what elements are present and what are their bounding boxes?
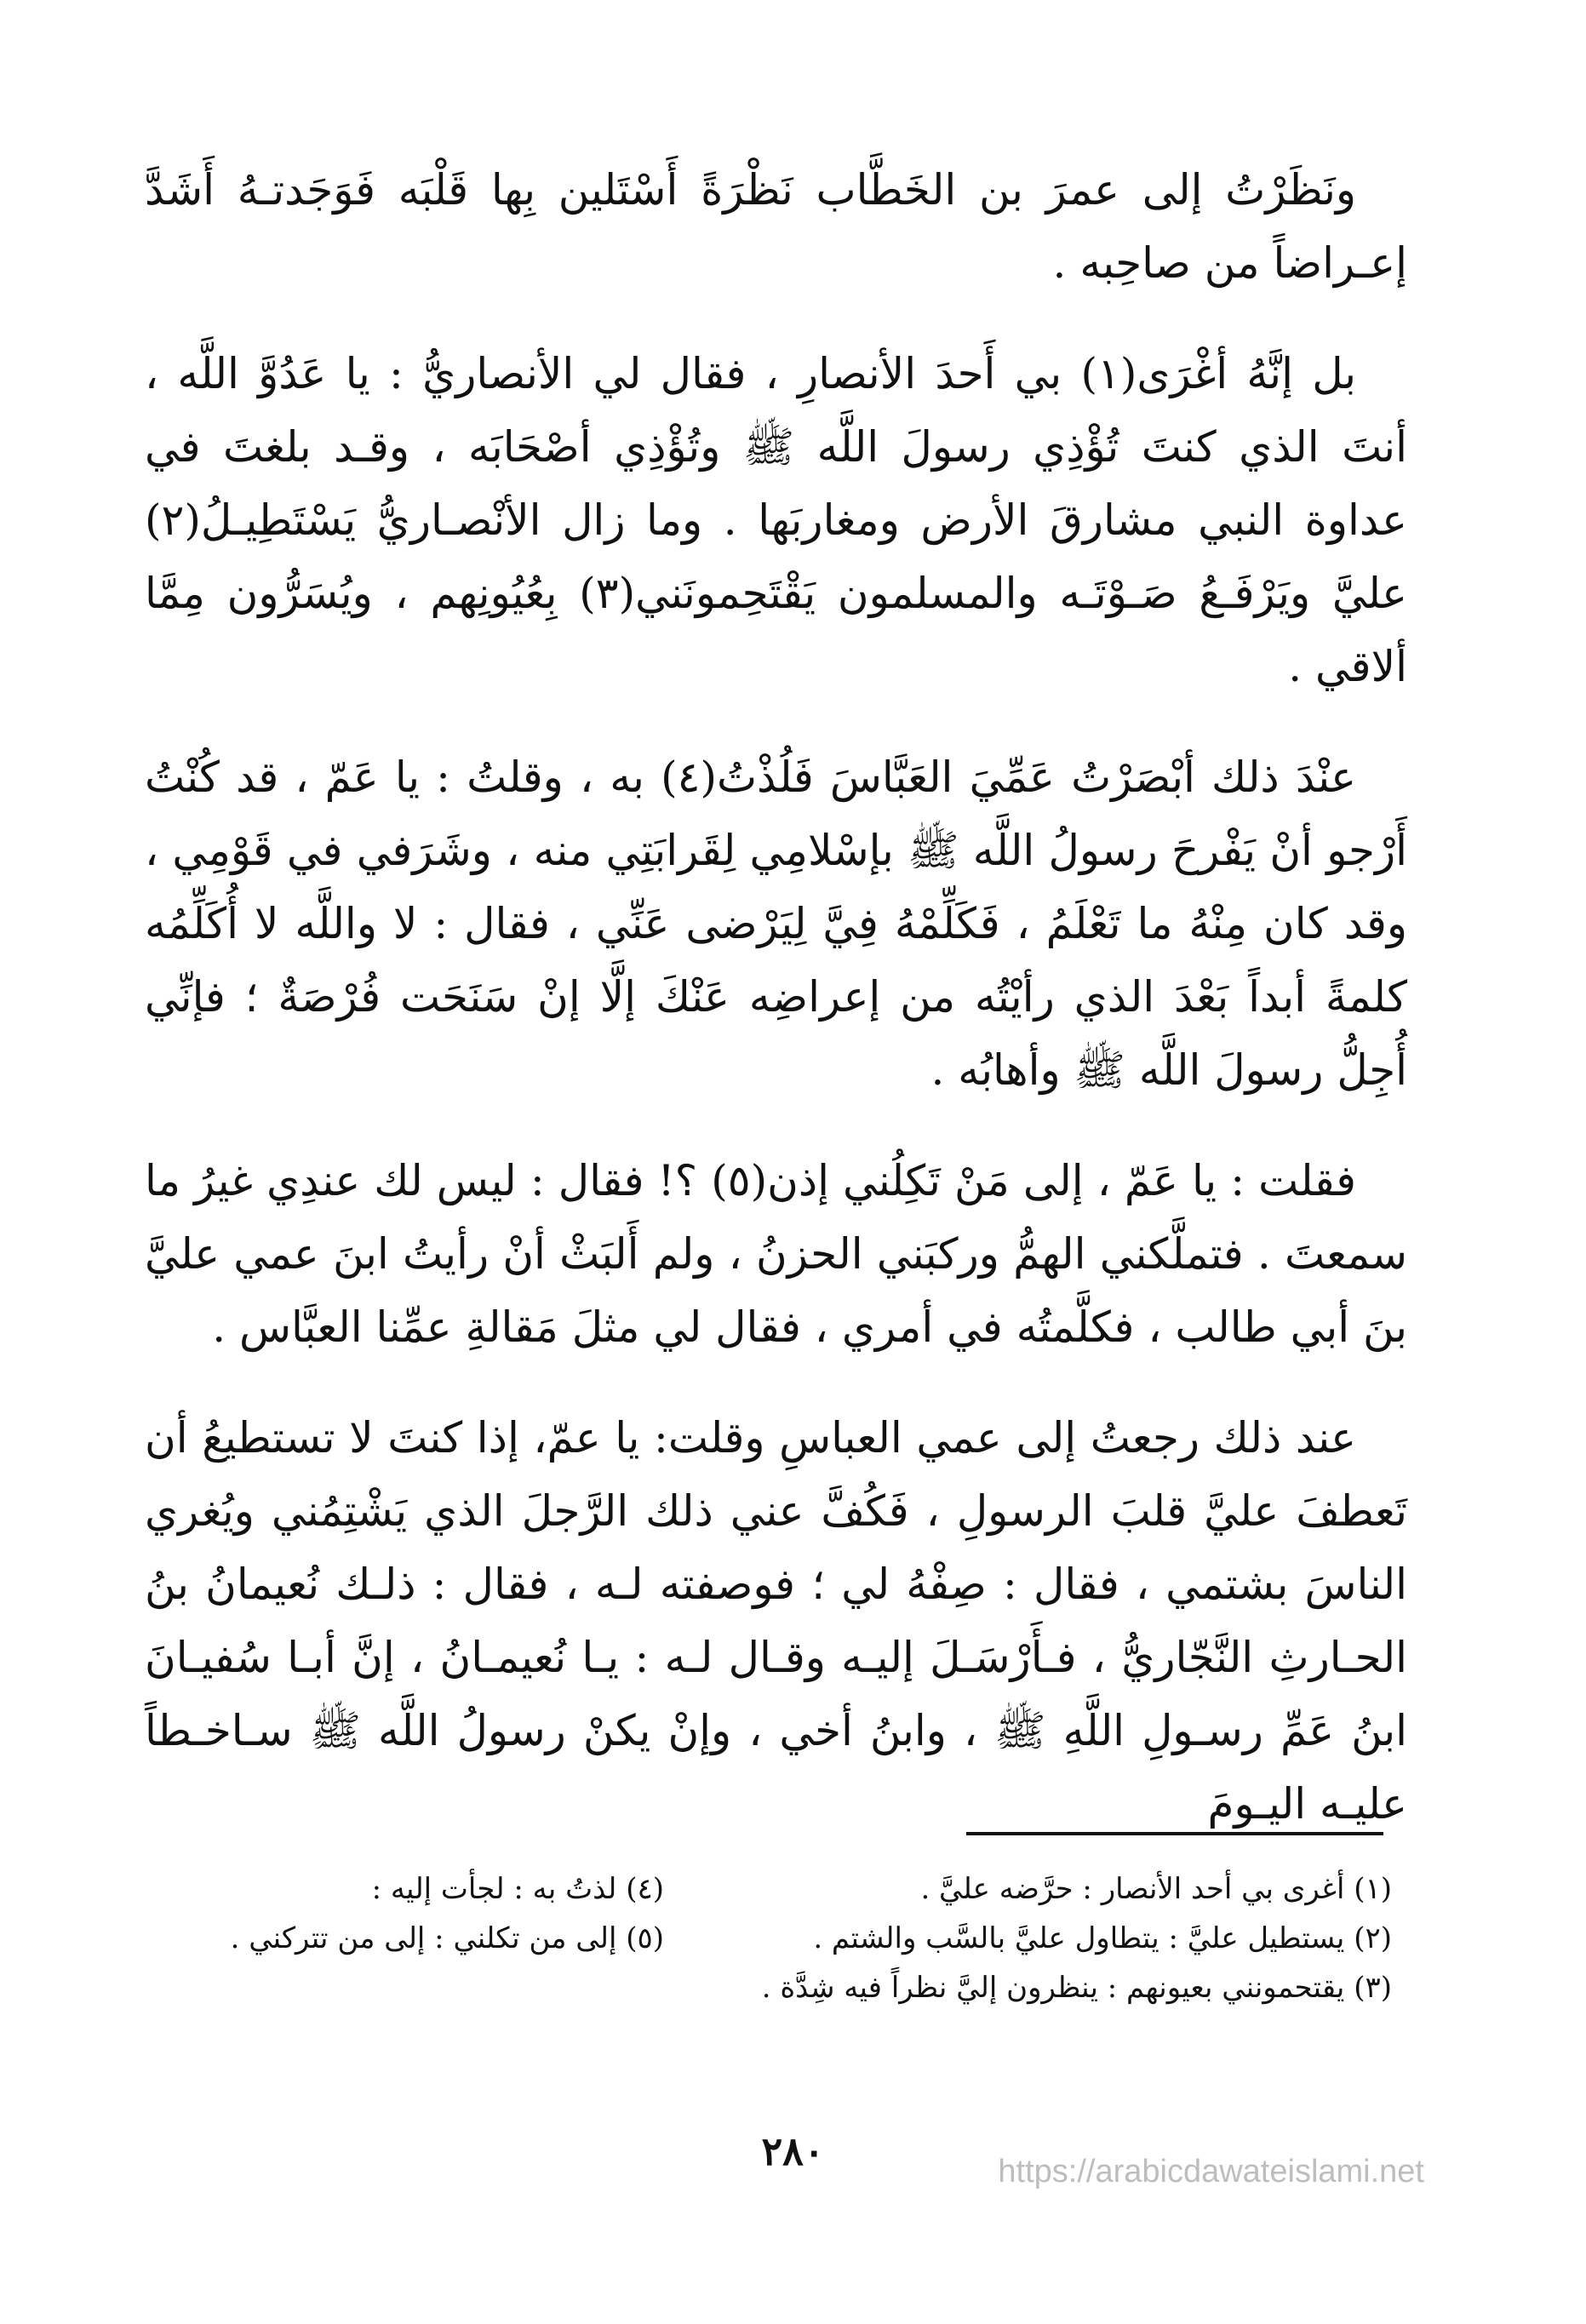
footnote-3: (٣) يقتحمونني بعيونهم : ينظرون إليَّ نظراً فيه شِدَّة . — [761, 1971, 1392, 2005]
footnotes — [179, 1864, 1392, 2012]
footnote-1: (١) أغرى بي أحد الأنصار : حرَّضه عليَّ . — [920, 1872, 1392, 1906]
footnote-5: (٥) إلى من تكلني : إلى من تتركني . — [230, 1921, 664, 1955]
paragraph-3: عنْدَ ذلك أبْصَرْتُ عَمِّيَ العَبَّاسَ فَلُذْتُ(٤) به ، وقلتُ : يا عَمّ ، قد كُنْتُ أَرْجو أنْ يَفْرحَ رسولُ اللَّه ﷺ بإسْلامِي لِقَرابَتِي منه ، وشَرَفي في قَوْمِي ، وقد كان مِنْهُ ما تَعْلَمُ ، فَكَلِّمْهُ فِيَّ لِيَرْضى عَنِّي ، فقال : لا واللَّه لا أُكَلِّمُه كلمةً أبداً بَعْدَ الذي رأيْتُه من إعراضِه عَنْكَ إلَّا إنْ سَنَحَت فُرْصَةٌ ؛ فإنِّي أُجِلُّ رسولَ اللَّه ﷺ وأهابُه . — [145, 753, 1407, 1095]
footnotes-right-column — [713, 1864, 1392, 2012]
paragraph-4: فقلت : يا عَمّ ، إلى مَنْ تَكِلُني إذن(٥) ؟! فقال : ليس لك عندِي غيرُ ما سمعتَ . فتملَّكني الهمُّ وركبَني الحزنُ ، ولم أَلبَثْ أنْ رأيتُ ابنَ عمي عليَّ بنَ أبي طالب ، فكلَّمتُه في أمري ، فقال لي مثلَ مَقالةِ عمِّنا العبَّاس . — [145, 1156, 1407, 1352]
footnote-2: (٢) يستطيل عليَّ : يتطاول عليَّ بالسَّب والشتم . — [813, 1921, 1392, 1955]
watermark-url: https://arabicdawateislami.net — [998, 2154, 1424, 2189]
main-text — [145, 153, 1407, 1878]
footnotes-left-column — [179, 1864, 664, 2012]
page-number: ٢٨٠ — [761, 2128, 825, 2174]
paragraph-5: عند ذلك رجعتُ إلى عمي العباسِ وقلت: يا عمّ، إذا كنتَ لا تستطيعُ أن تَعطفَ عليَّ قلبَ الرسولِ ، فَكُفَّ عني ذلك الرَّجلَ الذي يَشْتِمُني ويُغري الناسَ بشتمي ، فقال : صِفْهُ لي ؛ فوصفته لـه ، فقال : ذلـك نُعيمانُ بنُ الحـارثِ النَّجّاريُّ ، فـأَرْسَـلَ إليـه وقـال لـه : يـا نُعيمـانُ ، إنَّ أبـا سُفيـانَ ابنُ عَمِّ رسـولِ اللَّهِ ﷺ ، وابنُ أخي ، وإنْ يكنْ رسولُ اللَّه ﷺ سـاخـطاً عليـه اليـومَ — [145, 1413, 1407, 1829]
footnote-separator — [966, 1832, 1383, 1835]
paragraph-2: بل إنَّهُ أغْرَى(١) بي أَحدَ الأنصارِ ، فقال لي الأنصاريُّ : يا عَدُوَّ اللَّه ، أنتَ الذي كنتَ تُؤْذِي رسولَ اللَّه ﷺ وتُؤْذِي أصْحَابَه ، وقـد بلغتَ في عداوة النبي مشارقَ الأرض ومغاربَها . وما زال الأنْصـاريُّ يَسْتَطِيـلُ(٢) عليَّ ويَرْفَـعُ صَـوْتَـه والمسلمون يَقْتَحِمونَني(٣) بِعُيُونِهم ، ويُسَرُّون مِمَّا ألاقي . — [145, 349, 1407, 691]
paragraph-1: ونَظَرْتُ إلى عمرَ بن الخَطَّاب نَظْرَةً أَسْتَلين بِها قَلْبَه فَوَجَدتـهُ أَشَدَّ إعـراضاً من صاحِبه . — [145, 165, 1407, 288]
footnote-4: (٤) لذتُ به : لجأت إليه : — [371, 1872, 664, 1906]
